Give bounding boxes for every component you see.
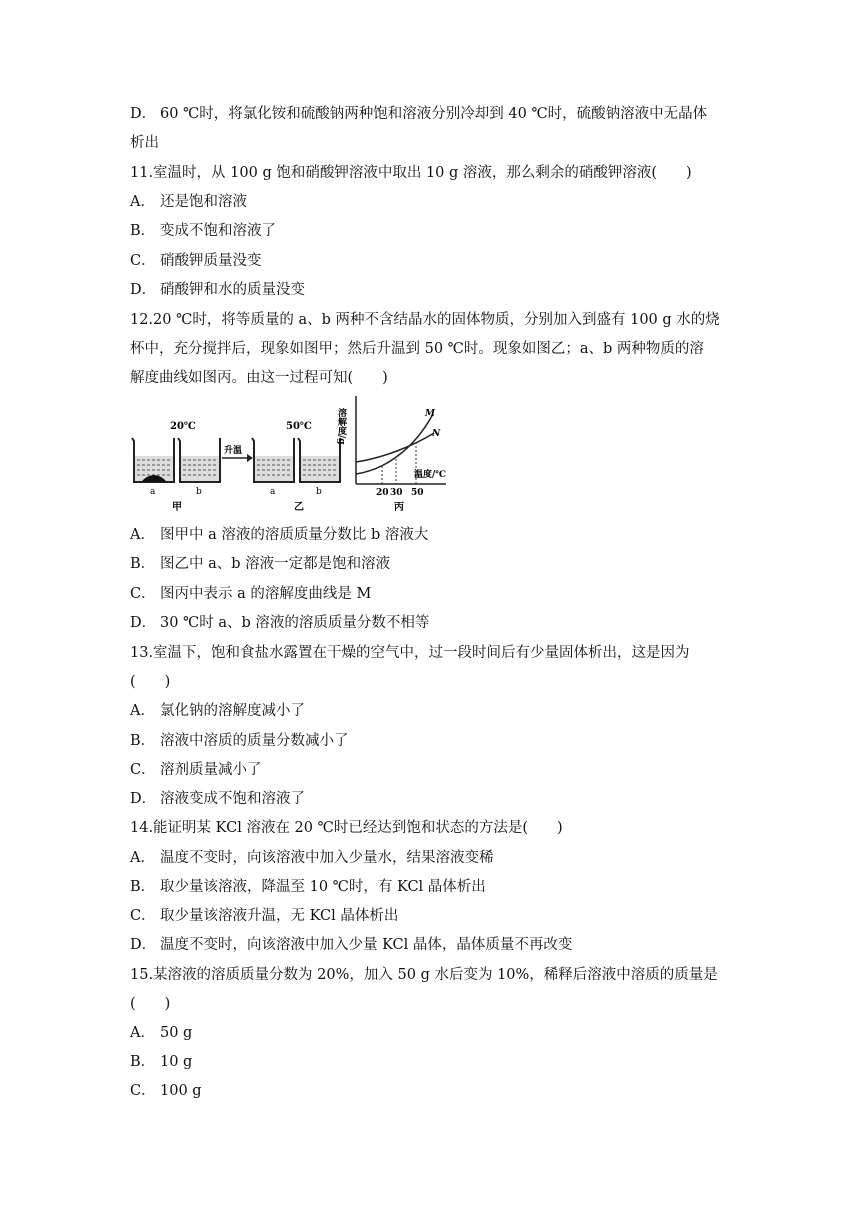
option-key: C．: [130, 1083, 156, 1099]
beaker-a-jia: [132, 438, 174, 482]
graph-xlabel: 温度/℃: [414, 470, 447, 480]
curve-label-m: M: [425, 409, 435, 419]
option-key: A．: [130, 850, 155, 866]
option-key: B．: [130, 1054, 156, 1070]
option-text: 溶液变成不饱和溶液了: [160, 791, 305, 807]
option-text: 图乙中 a、b 溶液一定都是饱和溶液: [160, 556, 391, 572]
option-key: B．: [130, 223, 156, 239]
q12-option-a: [130, 525, 428, 545]
beaker-b-jia: [178, 438, 220, 482]
option-key: B．: [130, 879, 156, 895]
q14-option-d: [130, 935, 572, 955]
beaker-label-a: a: [150, 487, 156, 497]
q11-option-b: [130, 221, 276, 241]
tick-30: 30: [390, 488, 403, 498]
option-key: B．: [130, 733, 156, 749]
q13-stem-line1: 13.室温下，饱和食盐水露置在干燥的空气中，过一段时间后有少量固体析出，这是因为: [130, 645, 690, 661]
q12-stem-line2: 杯中，充分搅拌后，现象如图甲；然后升温到 50 ℃时。现象如图乙；a、b 两种物质的溶: [130, 341, 704, 357]
q12-stem-line3: 解度曲线如图丙。由这一过程可知( ): [130, 370, 388, 386]
beaker-label-a2: a: [270, 487, 276, 497]
option-key: A．: [130, 194, 155, 210]
option-text: 硝酸钾和水的质量没变: [160, 282, 305, 298]
option-text: 50 g: [160, 1025, 193, 1041]
option-key: D．: [130, 937, 157, 953]
q13-option-a: [130, 701, 305, 721]
q15-stem-line1: 15.某溶液的溶质质量分数为 20%，加入 50 g 水后变为 10%，稀释后溶液中溶质的质量是: [130, 967, 718, 983]
q10-option-d: [130, 104, 707, 124]
option-text: 溶剂质量减小了: [160, 762, 262, 778]
q13-option-b: [130, 731, 349, 751]
beaker-label-b: b: [196, 487, 202, 497]
option-key: A．: [130, 703, 155, 719]
option-key: C．: [130, 908, 156, 924]
option-key: B．: [130, 556, 156, 572]
tick-50: 50: [411, 488, 424, 498]
q14-option-b: [130, 877, 486, 897]
option-text: 硝酸钾质量没变: [160, 253, 262, 269]
q14-option-c: [130, 906, 398, 926]
option-text: 图甲中 a 溶液的溶质质量分数比 b 溶液大: [160, 527, 429, 543]
option-text: 取少量该溶液，降温至 10 ℃时，有 KCl 晶体析出: [160, 879, 486, 895]
q13-option-d: [130, 789, 305, 809]
q12-stem-line1: 12.20 ℃时，将等质量的 a、b 两种不含结晶水的固体物质，分别加入到盛有 100 g 水的烧: [130, 312, 720, 328]
q14-stem: 14.能证明某 KCl 溶液在 20 ℃时已经达到饱和状态的方法是( ): [130, 820, 563, 836]
option-key: D．: [130, 615, 157, 631]
q15-option-a: [130, 1023, 192, 1043]
q11-option-d: [130, 280, 305, 300]
option-text: 图丙中表示 a 的溶解度曲线是 M: [160, 586, 372, 602]
q11-option-c: [130, 251, 262, 271]
beaker-b-yi: [298, 438, 340, 482]
q13-stem-line2: ( ): [130, 674, 171, 690]
q15-option-c: [130, 1081, 202, 1101]
option-key: D．: [130, 791, 157, 807]
caption-jia: 甲: [172, 502, 182, 513]
q15-stem-line2: ( ): [130, 996, 171, 1012]
option-text: 温度不变时，向该溶液中加入少量水，结果溶液变稀: [160, 850, 494, 866]
option-text: 氯化钠的溶解度减小了: [160, 703, 305, 719]
curve-label-n: N: [432, 429, 441, 439]
option-key: D．: [130, 282, 157, 298]
beaker-label-b2: b: [316, 487, 322, 497]
temp-label-50: 50℃: [286, 421, 312, 432]
option-key: A．: [130, 1025, 155, 1041]
caption-yi: 乙: [294, 502, 304, 513]
option-text: 还是饱和溶液: [160, 194, 247, 210]
option-key: A．: [130, 527, 155, 543]
tick-20: 20: [376, 488, 389, 498]
q14-option-a: [130, 848, 494, 868]
q12-option-c: [130, 584, 371, 604]
option-text: 溶液中溶质的质量分数减小了: [160, 733, 349, 749]
option-text: 30 ℃时 a、b 溶液的溶质质量分数不相等: [160, 615, 430, 631]
q11-stem: 11.室温时，从 100 g 饱和硝酸钾溶液中取出 10 g 溶液，那么剩余的硝酸钾溶液( ): [130, 165, 692, 181]
temp-label-20: 20℃: [170, 421, 196, 432]
option-text: 取少量该溶液升温，无 KCl 晶体析出: [160, 908, 399, 924]
option-key: D．: [130, 106, 157, 122]
q13-option-c: [130, 760, 262, 780]
option-key: C．: [130, 253, 156, 269]
q12-option-d: [130, 613, 429, 633]
q12-figure: [128, 396, 448, 514]
option-text: 10 g: [160, 1054, 193, 1070]
option-text: 100 g: [160, 1083, 202, 1099]
caption-bing: 丙: [394, 502, 404, 513]
option-text: 温度不变时，向该溶液中加入少量 KCl 晶体，晶体质量不再改变: [160, 937, 573, 953]
option-key: C．: [130, 762, 156, 778]
q12-option-b: [130, 554, 390, 574]
option-key: C．: [130, 586, 156, 602]
option-text: 变成不饱和溶液了: [160, 223, 276, 239]
graph-ylabel: 溶解度/g: [336, 408, 346, 445]
curve-m: [356, 414, 433, 474]
beaker-a-yi: [252, 438, 294, 482]
q10-option-d-continued: 析出: [130, 135, 159, 151]
q15-option-b: [130, 1052, 192, 1072]
option-text: 60 ℃时，将氯化铵和硫酸钠两种饱和溶液分别冷却到 40 ℃时，硫酸钠溶液中无晶体: [160, 106, 708, 122]
arrow-label: 升温: [224, 446, 243, 456]
q11-option-a: [130, 192, 247, 212]
